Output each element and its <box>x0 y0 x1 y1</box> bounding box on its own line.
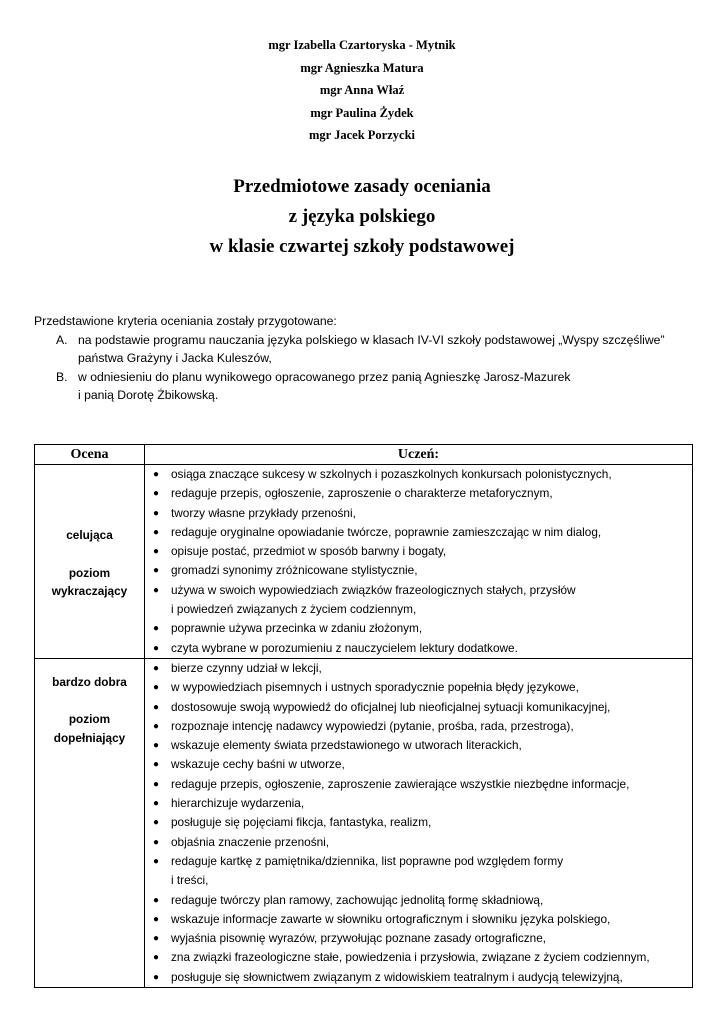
criteria-item <box>153 852 692 891</box>
criteria-item <box>153 542 692 561</box>
criteria-item <box>153 929 692 948</box>
criteria-text: posługuje się słownictwem związanym z widowiskiem teatralnym i audycją telewizyjną, <box>171 969 623 984</box>
criteria-item <box>153 813 692 832</box>
criteria-text: w wypowiedziach pisemnych i ustnych sporadycznie popełnia błędy językowe, <box>171 680 579 695</box>
criteria-text: opisuje postać, przedmiot w sposób barwny i bogaty, <box>171 544 447 559</box>
bullet-icon: ● <box>153 894 160 906</box>
grade-level: poziom dopełniający <box>53 712 126 745</box>
criteria-text: wyjaśnia pisownię wyrazów, przywołując poznane zasady ortograficzne, <box>171 931 547 946</box>
criteria-text: hierarchizuje wydarzenia, <box>171 796 305 811</box>
bullet-icon: ● <box>153 584 160 596</box>
criteria-text: poprawnie używa przecinka w zdaniu złożonym, <box>171 621 423 636</box>
bullet-icon: ● <box>153 952 160 964</box>
criteria-text: czyta wybrane w porozumieniu z nauczycielem lektury dodatkowe. <box>171 640 518 655</box>
criteria-text: wskazuje cechy baśni w utworze, <box>171 757 345 772</box>
criteria-item <box>153 910 692 929</box>
table-row <box>35 465 693 659</box>
bullet-icon: ● <box>153 971 160 983</box>
bullet-icon: ● <box>153 817 160 829</box>
bullet-icon: ● <box>153 526 160 538</box>
bullet-icon: ● <box>153 701 160 713</box>
intro-item-line: na podstawie programu nauczania języka polskiego w klasach IV-VI szkoły podstawowej „Wyspy szczęśliwe” <box>78 332 665 347</box>
intro-list-item <box>34 331 694 368</box>
table-body <box>35 465 693 988</box>
column-header-grade: Ocena <box>35 445 145 465</box>
column-header-student: Uczeń: <box>145 445 693 465</box>
criteria-text-continued: i treści, <box>171 873 209 888</box>
criteria-text: redaguje twórczy plan ramowy, zachowując jednolitą formę składniową, <box>171 892 544 907</box>
bullet-icon: ● <box>153 546 160 558</box>
criteria-item <box>153 891 692 910</box>
bullet-icon: ● <box>153 720 160 732</box>
bullet-icon: ● <box>153 623 160 635</box>
criteria-item <box>153 833 692 852</box>
grading-table <box>34 444 693 988</box>
bullet-icon: ● <box>153 913 160 925</box>
criteria-text: gromadzi synonimy zróżnicowane stylistycznie, <box>171 563 418 578</box>
criteria-text: zna związki frazeologiczne stałe, powiedzenia i przysłowia, związane z życiem codziennym, <box>171 950 650 965</box>
criteria-item <box>153 561 692 580</box>
document-title <box>0 172 724 262</box>
bullet-icon: ● <box>153 565 160 577</box>
author-name: mgr Izabella Czartoryska - Mytnik <box>268 38 456 52</box>
title-line: Przedmiotowe zasady oceniania <box>233 176 491 197</box>
bullet-icon: ● <box>153 740 160 752</box>
grade-name: celująca <box>66 528 113 542</box>
criteria-text: osiąga znaczące sukcesy w szkolnych i pozaszkolnych konkursach polonistycznych, <box>171 467 612 481</box>
criteria-item <box>153 948 692 967</box>
criteria-text: wskazuje informacje zawarte w słowniku ortograficznym i słowniku języka polskiego, <box>171 911 611 926</box>
criteria-item <box>153 736 692 755</box>
criteria-item <box>153 619 692 638</box>
criteria-text: bierze czynny udział w lekcji, <box>171 660 322 675</box>
criteria-text: rozpoznaje intencję nadawcy wypowiedzi (pytanie, prośba, rada, przestroga), <box>171 718 574 733</box>
criteria-cell <box>145 658 693 987</box>
criteria-item <box>153 678 692 697</box>
criteria-item <box>153 698 692 717</box>
criteria-text: redaguje przepis, ogłoszenie, zaproszenie o charakterze metaforycznym, <box>171 486 553 501</box>
criteria-item <box>153 484 692 503</box>
criteria-item <box>153 794 692 813</box>
criteria-item <box>153 717 692 736</box>
bullet-icon: ● <box>153 759 160 771</box>
author-name: mgr Agnieszka Matura <box>300 60 424 75</box>
bullet-icon: ● <box>153 682 160 694</box>
table-header-row <box>35 445 693 465</box>
criteria-item <box>153 775 692 794</box>
intro-lead: Przedstawione kryteria oceniania zostały przygotowane: <box>34 314 337 328</box>
intro-item-line: w odniesieniu do planu wynikowego opracowanego przez panią Agnieszkę Jarosz-Mazurek <box>78 369 571 384</box>
list-marker: A. <box>56 332 68 347</box>
criteria-text: redaguje kartkę z pamiętnika/dziennika, list poprawne pod względem formy <box>171 853 564 868</box>
intro-section <box>34 312 694 405</box>
criteria-item <box>153 755 692 774</box>
criteria-item <box>153 968 692 987</box>
criteria-item <box>153 523 692 542</box>
grade-level: poziom wykraczający <box>51 565 128 598</box>
title-line: w klasie czwartej szkoły podstawowej <box>209 236 515 257</box>
criteria-item <box>153 639 692 658</box>
criteria-list <box>145 465 692 658</box>
intro-item-line: i panią Dorotę Żbikowską. <box>78 388 219 402</box>
criteria-text: redaguje oryginalne opowiadanie twórcze, poprawnie zamieszczając w nim dialog, <box>171 524 602 539</box>
author-name: mgr Jacek Porzycki <box>309 128 415 142</box>
bullet-icon: ● <box>153 778 160 790</box>
bullet-icon: ● <box>153 642 160 654</box>
criteria-text: redaguje przepis, ogłoszenie, zaproszenie zawierające wszystkie niezbędne informacje, <box>171 776 630 791</box>
title-line: z języka polskiego <box>288 206 436 227</box>
grade-name: bardzo dobra <box>52 674 127 689</box>
bullet-icon: ● <box>153 836 160 848</box>
criteria-text: wskazuje elementy świata przedstawionego w utworach literackich, <box>171 738 522 753</box>
criteria-item <box>153 504 692 523</box>
criteria-cell <box>145 465 693 659</box>
criteria-text: posługuje się pojęciami fikcja, fantastyka, realizm, <box>171 815 432 830</box>
criteria-list <box>145 659 692 987</box>
author-name: mgr Paulina Żydek <box>310 105 414 120</box>
criteria-item <box>153 659 692 678</box>
criteria-text: tworzy własne przykłady przenośni, <box>171 505 356 520</box>
bullet-icon: ● <box>153 855 160 867</box>
grade-cell <box>35 658 145 987</box>
bullet-icon: ● <box>153 507 160 519</box>
criteria-item <box>153 465 692 484</box>
criteria-text: dostosowuje swoją wypowiedź do oficjalnej lub nieoficjalnej sytuacji komunikacyjnej, <box>171 699 611 714</box>
criteria-text: używa w swoich wypowiedziach związków frazeologicznych stałych, przysłów <box>171 582 576 597</box>
bullet-icon: ● <box>153 488 160 500</box>
bullet-icon: ● <box>153 798 160 810</box>
bullet-icon: ● <box>153 469 160 480</box>
authors-block <box>0 34 724 147</box>
intro-item-line: państwa Grażyny i Jacka Kuleszów, <box>78 351 272 365</box>
criteria-item <box>153 581 692 620</box>
bullet-icon: ● <box>153 933 160 945</box>
bullet-icon: ● <box>153 662 160 674</box>
table-row <box>35 658 693 987</box>
list-marker: B. <box>56 369 68 384</box>
criteria-text-continued: i powiedzeń związanych z życiem codziennym, <box>171 602 417 617</box>
grade-cell <box>35 465 145 659</box>
intro-list-item <box>34 368 694 405</box>
criteria-text: objaśnia znaczenie przenośni, <box>171 834 330 849</box>
author-name: mgr Anna Właź <box>319 83 405 97</box>
